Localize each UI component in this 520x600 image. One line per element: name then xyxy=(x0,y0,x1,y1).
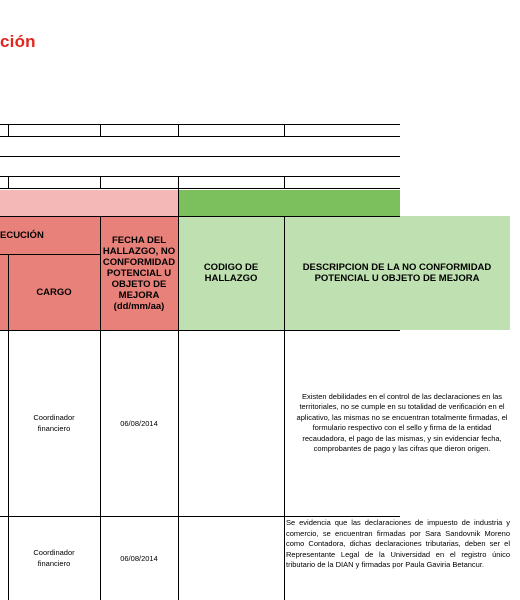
grid-line xyxy=(0,516,400,517)
section-green-band xyxy=(178,190,400,216)
grid-line xyxy=(284,124,285,136)
grid-line xyxy=(8,124,9,136)
row1-codigo xyxy=(178,330,284,516)
section-pink-band xyxy=(0,190,178,216)
grid-line xyxy=(0,124,400,125)
blank-red-cell xyxy=(0,254,8,330)
grid-line xyxy=(178,188,179,600)
grid-line xyxy=(8,254,9,600)
grid-line xyxy=(8,176,9,188)
grid-line xyxy=(0,176,400,177)
row2-cargo: Coordinador financiero xyxy=(33,548,75,568)
grid-line xyxy=(100,216,101,600)
row2-descripcion: Se evidencia que las declaraciones de impuesto de industria y comercio, se encuentran firmadas por Sara Sandovnik Moreno como Contadora, dichas declaraciones tributarias, deben ser el Representante Legal de la Universidad en el registro único tributario de la DIAN y firmadas por Paula Gaviria Betancur. xyxy=(286,518,510,569)
row1-fecha: 06/08/2014 xyxy=(120,418,158,428)
grid-line xyxy=(0,254,100,255)
col-fecha-header: FECHA DEL HALLAZGO, NO CONFORMIDAD POTENCIAL U OBJETO DE MEJORA (dd/mm/aa) xyxy=(100,216,178,330)
col-descripcion-header: DESCRIPCION DE LA NO CONFORMIDAD POTENCIAL U OBJETO DE MEJORA xyxy=(284,216,510,330)
grid-line xyxy=(178,176,179,188)
findings-table xyxy=(0,124,510,600)
col-cargo-header: CARGO xyxy=(8,254,100,330)
grid-line xyxy=(0,216,400,217)
grid-line xyxy=(0,188,400,189)
section-execution-header: ECUCIÓN xyxy=(0,216,100,254)
row1-descripcion: Existen debilidades en el control de las declaraciones en las territoriales, no se cumple en su totalidad de verificación en el aplicativo, las mismas no se encuentran totalmente firmadas, el formulario respectivo con el sello y firma de la entidad recaudadora, el pago de las mismas, y sin evidenciar fecha, comprobantes de pago y las cifras que dieron origen. xyxy=(296,391,508,453)
grid-line xyxy=(100,176,101,188)
row2-codigo xyxy=(178,516,284,600)
col-codigo-header: CODIGO DE HALLAZGO xyxy=(178,216,284,330)
grid-line xyxy=(178,124,179,136)
grid-line xyxy=(0,156,400,157)
logo-text: ción xyxy=(0,32,36,51)
row1-cargo: Coordinador financiero xyxy=(33,413,75,433)
grid-line xyxy=(0,330,400,331)
grid-line xyxy=(100,124,101,136)
row2-fecha: 06/08/2014 xyxy=(120,553,158,563)
grid-line xyxy=(284,176,285,188)
grid-line xyxy=(284,216,285,600)
grid-line xyxy=(0,136,400,137)
